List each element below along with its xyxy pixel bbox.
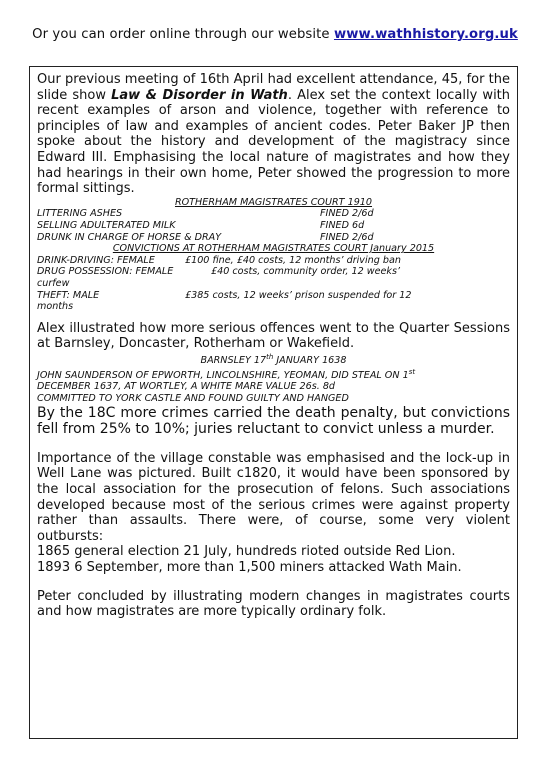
offence: THEFT: MALE (37, 289, 100, 301)
ordinal-suffix: th (266, 352, 274, 361)
penalty: £40 costs, community order, 12 weeks’ (211, 266, 400, 278)
penalty: FINED 2/6d (320, 208, 374, 220)
intro-paragraph (37, 72, 510, 197)
penalty: FINED 6d (320, 219, 365, 231)
website-link[interactable]: www.wathhistory.org.uk (333, 27, 518, 42)
riot-event: 1893 6 September, more than 1,500 miners attacked Wath Main. (37, 559, 462, 575)
offence: DRINK-DRIVING: FEMALE (37, 254, 155, 266)
barnsley-heading-year: JANUARY 1638 (273, 355, 347, 367)
ordinal-suffix: st (408, 367, 416, 376)
constable-paragraph: Importance of the village constable was emphasised and the lock-up in Well Lane was pictured. Built c1820, it would have been sponsored by the local association for the prosecution of felons. Such associations developed because most of the serious crimes were against property rather than assaults. There were, of course, some very violent outbursts: (37, 450, 510, 544)
court-2015-row (37, 255, 510, 267)
court-2015-heading: CONVICTIONS AT ROTHERHAM MAGISTRATES COURT January 2015 (112, 243, 435, 255)
court-2015-row (37, 290, 510, 302)
court-1910-row (37, 220, 510, 232)
penalty: FINED 2/6d (320, 231, 374, 243)
website-order-line (0, 27, 550, 42)
court-record-text: JOHN SAUNDERSON OF EPWORTH, LINCOLNSHIRE, YEOMAN, DID STEAL ON 1 (37, 369, 409, 381)
court-1910-list (37, 197, 510, 243)
offence: DRUNK IN CHARGE OF HORSE & DRAY (37, 231, 222, 243)
meeting-report-box (29, 66, 518, 739)
offence: SELLING ADULTERATED MILK (37, 219, 176, 231)
penalty-continuation: months (37, 301, 74, 313)
court-record-line: COMMITTED TO YORK CASTLE AND FOUND GUILTY AND HANGED (37, 393, 349, 405)
court-1910-row (37, 208, 510, 220)
intro-text-start: Our previous meeting of 16th April had excellent attendance, 45, for the slide show (37, 72, 510, 103)
barnsley-heading-text: BARNSLEY 17 (200, 355, 267, 367)
penalty: £385 costs, 12 weeks’ prison suspended for 12 (185, 289, 412, 301)
offence: LITTERING ASHES (37, 208, 123, 220)
court-2015-row (37, 266, 510, 278)
riot-event: 1865 general election 21 July, hundreds rioted outside Red Lion. (37, 544, 456, 560)
court-record-line: DECEMBER 1637, AT WORTLEY, A WHITE MARE VALUE 26s. 8d (37, 381, 336, 393)
court-1910-heading: ROTHERHAM MAGISTRATES COURT 1910 (174, 196, 373, 208)
barnsley-heading (37, 352, 510, 367)
offence: DRUG POSSESSION: FEMALE (37, 266, 174, 278)
talk-title: Law & Disorder in Wath (111, 87, 288, 103)
conclusion-paragraph: Peter concluded by illustrating modern changes in magistrates courts and how magistrates are more typically ordinary folk. (37, 588, 510, 620)
penalty: £100 fine, £40 costs, 12 months’ driving ban (185, 254, 401, 266)
court-record-line (37, 367, 510, 382)
quarter-sessions-paragraph: Alex illustrated how more serious offences went to the Quarter Sessions at Barnsley, Doncaster, Rotherham or Wakefield. (37, 320, 510, 352)
court-1910-row (37, 232, 510, 244)
court-2015-list (37, 243, 510, 313)
death-penalty-paragraph: By the 18C more crimes carried the death penalty, but convictions fell from 25% to 10%; juries reluctant to convict unless a murder. (37, 404, 510, 438)
penalty-continuation: curfew (37, 277, 70, 289)
intro-text-end: . Alex set the context locally with recent examples of arson and violence, together with reference to principles of law and examples of ancient codes. Peter Baker JP then spoke about the history and development of the magistracy since Edward III. Emphasising the local nature of magistrates and how they had hearings in their own home, Peter showed the progression to more formal sittings. (37, 87, 511, 197)
order-online-text: Or you can order online through our website (32, 27, 334, 42)
